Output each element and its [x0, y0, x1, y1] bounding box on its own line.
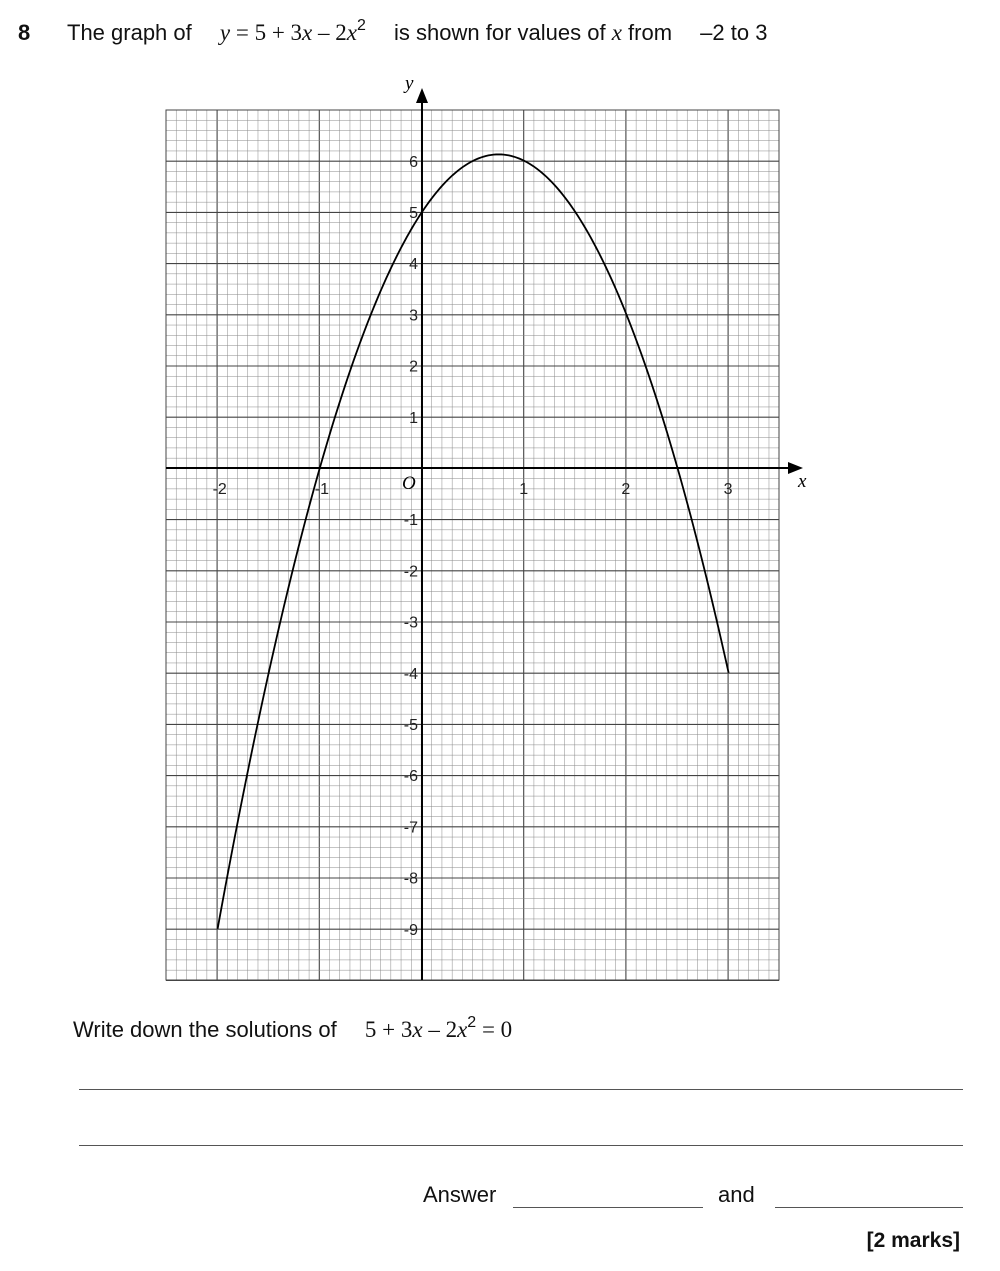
answer-field-1[interactable]: [513, 1207, 703, 1208]
y-tick-label: -2: [403, 563, 418, 581]
and-label: and: [718, 1182, 755, 1207]
origin-label: O: [402, 473, 416, 494]
question-variable: x: [611, 20, 622, 45]
y-axis-arrow: [416, 88, 428, 103]
y-tick-label: -9: [403, 921, 418, 939]
x-tick-label: -2: [212, 481, 227, 498]
y-tick-label: 1: [409, 409, 418, 427]
x-tick-label: 3: [723, 481, 733, 498]
y-tick-label: 2: [409, 358, 418, 376]
y-tick-label: -3: [403, 614, 418, 632]
question-middle: is shown for values of: [394, 20, 606, 45]
answer-label: Answer: [423, 1182, 497, 1207]
x-axis-label: x: [798, 471, 807, 492]
grid-lines: [166, 110, 779, 980]
working-line-2: [79, 1145, 963, 1146]
y-tick-label: -5: [403, 717, 418, 734]
question-intro: The graph of: [67, 20, 192, 45]
y-tick-label: -6: [403, 768, 418, 786]
y-tick-label: 6: [409, 153, 418, 171]
part-prompt: [73, 1014, 513, 1043]
y-tick-label: -4: [403, 665, 418, 683]
y-axis-label: y: [405, 73, 414, 94]
x-tick-label: 1: [519, 481, 529, 498]
x-tick-label: 2: [621, 481, 631, 498]
parabola-curve: [218, 154, 729, 928]
working-line-1: [79, 1089, 963, 1090]
y-tick-label: 3: [409, 307, 418, 325]
question-number: 8: [18, 20, 31, 45]
answer-field-2[interactable]: [775, 1207, 963, 1208]
question-from: from: [628, 20, 673, 45]
x-tick-label: -1: [314, 481, 330, 498]
question-range: –2 to 3: [700, 20, 768, 45]
part-prompt-text: Write down the solutions of: [73, 1017, 337, 1042]
y-tick-label: 4: [409, 256, 418, 274]
part-equation: $5 + 3x - 2x^2 = 0$: [364, 1014, 513, 1042]
question-equation: $y = 5 + 3x - 2x^2$: [219, 17, 366, 45]
y-tick-label: -8: [403, 870, 418, 888]
y-tick-label: 5: [409, 205, 418, 222]
y-tick-label: -7: [403, 819, 418, 837]
marks-label: [2 marks]: [866, 1229, 960, 1252]
y-tick-label: -1: [403, 512, 418, 530]
